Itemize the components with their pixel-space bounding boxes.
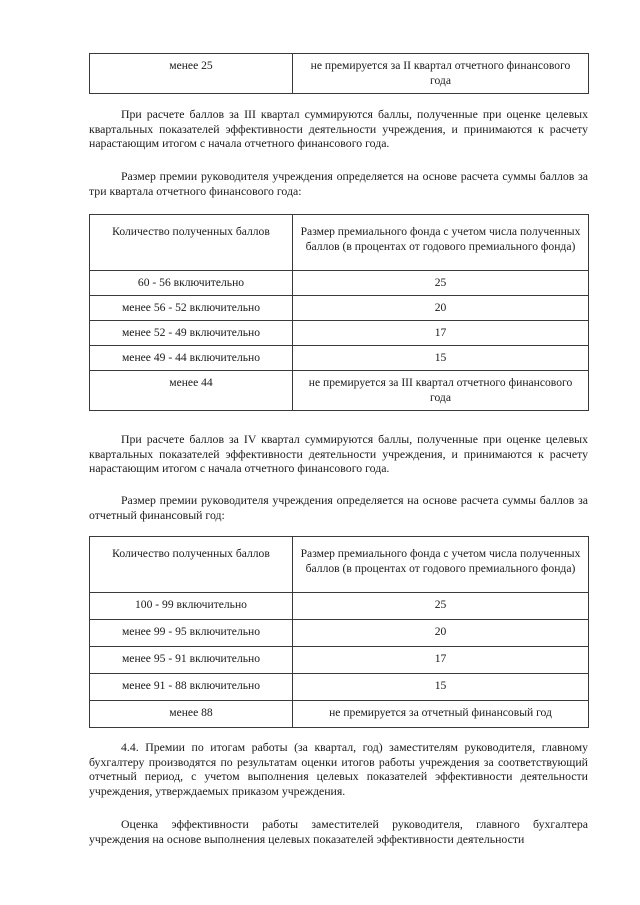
- table-cell: менее 49 - 44 включительно: [90, 346, 293, 371]
- table-cell: 25: [293, 271, 589, 296]
- table-cell: 17: [293, 647, 589, 674]
- paragraph-deputy-evaluation: Оценка эффективности работы заместителей руководителя, главного бухгалтера учреждения на основе выполнения целевых показателей эффективности деятельности: [89, 817, 588, 846]
- table-header-cell: Количество полученных баллов: [90, 215, 293, 271]
- table-row: [90, 371, 589, 411]
- table-cell: 15: [293, 346, 589, 371]
- table-cell: не премируется за отчетный финансовый год: [293, 701, 589, 728]
- table-row: [90, 701, 589, 728]
- table-year-premium: [89, 536, 589, 728]
- table-row: [90, 321, 589, 346]
- table-cell: 20: [293, 296, 589, 321]
- table-cell: менее 44: [90, 371, 293, 411]
- table-row: [90, 620, 589, 647]
- table-row: [90, 674, 589, 701]
- table-row: [90, 271, 589, 296]
- paragraph-q3-calculation: При расчете баллов за III квартал суммируются баллы, полученные при оценке целевых квартальных показателей эффективности деятельности учреждения, и принимаются к расчету нарастающим итогом с начала отчетного финансового года.: [89, 107, 588, 150]
- table-q2-tail: [89, 53, 589, 94]
- table-cell: 17: [293, 321, 589, 346]
- table-cell: 20: [293, 620, 589, 647]
- table-header-cell: Количество полученных баллов: [90, 537, 293, 593]
- table-cell: менее 99 - 95 включительно: [90, 620, 293, 647]
- table-row: [90, 296, 589, 321]
- table-q3-premium: [89, 214, 589, 411]
- table-cell: 100 - 99 включительно: [90, 593, 293, 620]
- paragraph-4-4-deputy-premiums: 4.4. Премии по итогам работы (за квартал, год) заместителям руководителя, главному бухгалтеру производятся по результатам оценки итогов работы учреждения за соответствующий отчетный период, с учетом выполнения целевых показателей эффективности деятельности учреждения, утверждаемых приказом учреждения.: [89, 740, 588, 798]
- table-header-cell: Размер премиального фонда с учетом числа полученных баллов (в процентах от годового премиального фонда): [293, 537, 589, 593]
- table-cell: менее 91 - 88 включительно: [90, 674, 293, 701]
- paragraph-year-premium: Размер премии руководителя учреждения определяется на основе расчета суммы баллов за отчетный финансовый год:: [89, 493, 588, 522]
- table-header-row: [90, 215, 589, 271]
- table-cell: менее 88: [90, 701, 293, 728]
- paragraph-q4-calculation: При расчете баллов за IV квартал суммируются баллы, полученные при оценке целевых квартальных показателей эффективности деятельности учреждения, и принимаются к расчету нарастающим итогом с начала отчетного финансового года.: [89, 432, 588, 475]
- table-header-row: [90, 537, 589, 593]
- table-cell: менее 95 - 91 включительно: [90, 647, 293, 674]
- paragraph-q3-premium: Размер премии руководителя учреждения определяется на основе расчета суммы баллов за три квартала отчетного финансового года:: [89, 169, 588, 198]
- table-row: [90, 54, 589, 94]
- table-cell: не премируется за II квартал отчетного финансового года: [293, 54, 589, 94]
- table-cell: менее 52 - 49 включительно: [90, 321, 293, 346]
- table-cell: 60 - 56 включительно: [90, 271, 293, 296]
- table-row: [90, 346, 589, 371]
- table-cell: не премируется за III квартал отчетного финансового года: [293, 371, 589, 411]
- table-header-cell: Размер премиального фонда с учетом числа полученных баллов (в процентах от годового премиального фонда): [293, 215, 589, 271]
- table-cell: 15: [293, 674, 589, 701]
- table-cell: менее 25: [90, 54, 293, 94]
- table-cell: менее 56 - 52 включительно: [90, 296, 293, 321]
- table-row: [90, 593, 589, 620]
- table-row: [90, 647, 589, 674]
- table-cell: 25: [293, 593, 589, 620]
